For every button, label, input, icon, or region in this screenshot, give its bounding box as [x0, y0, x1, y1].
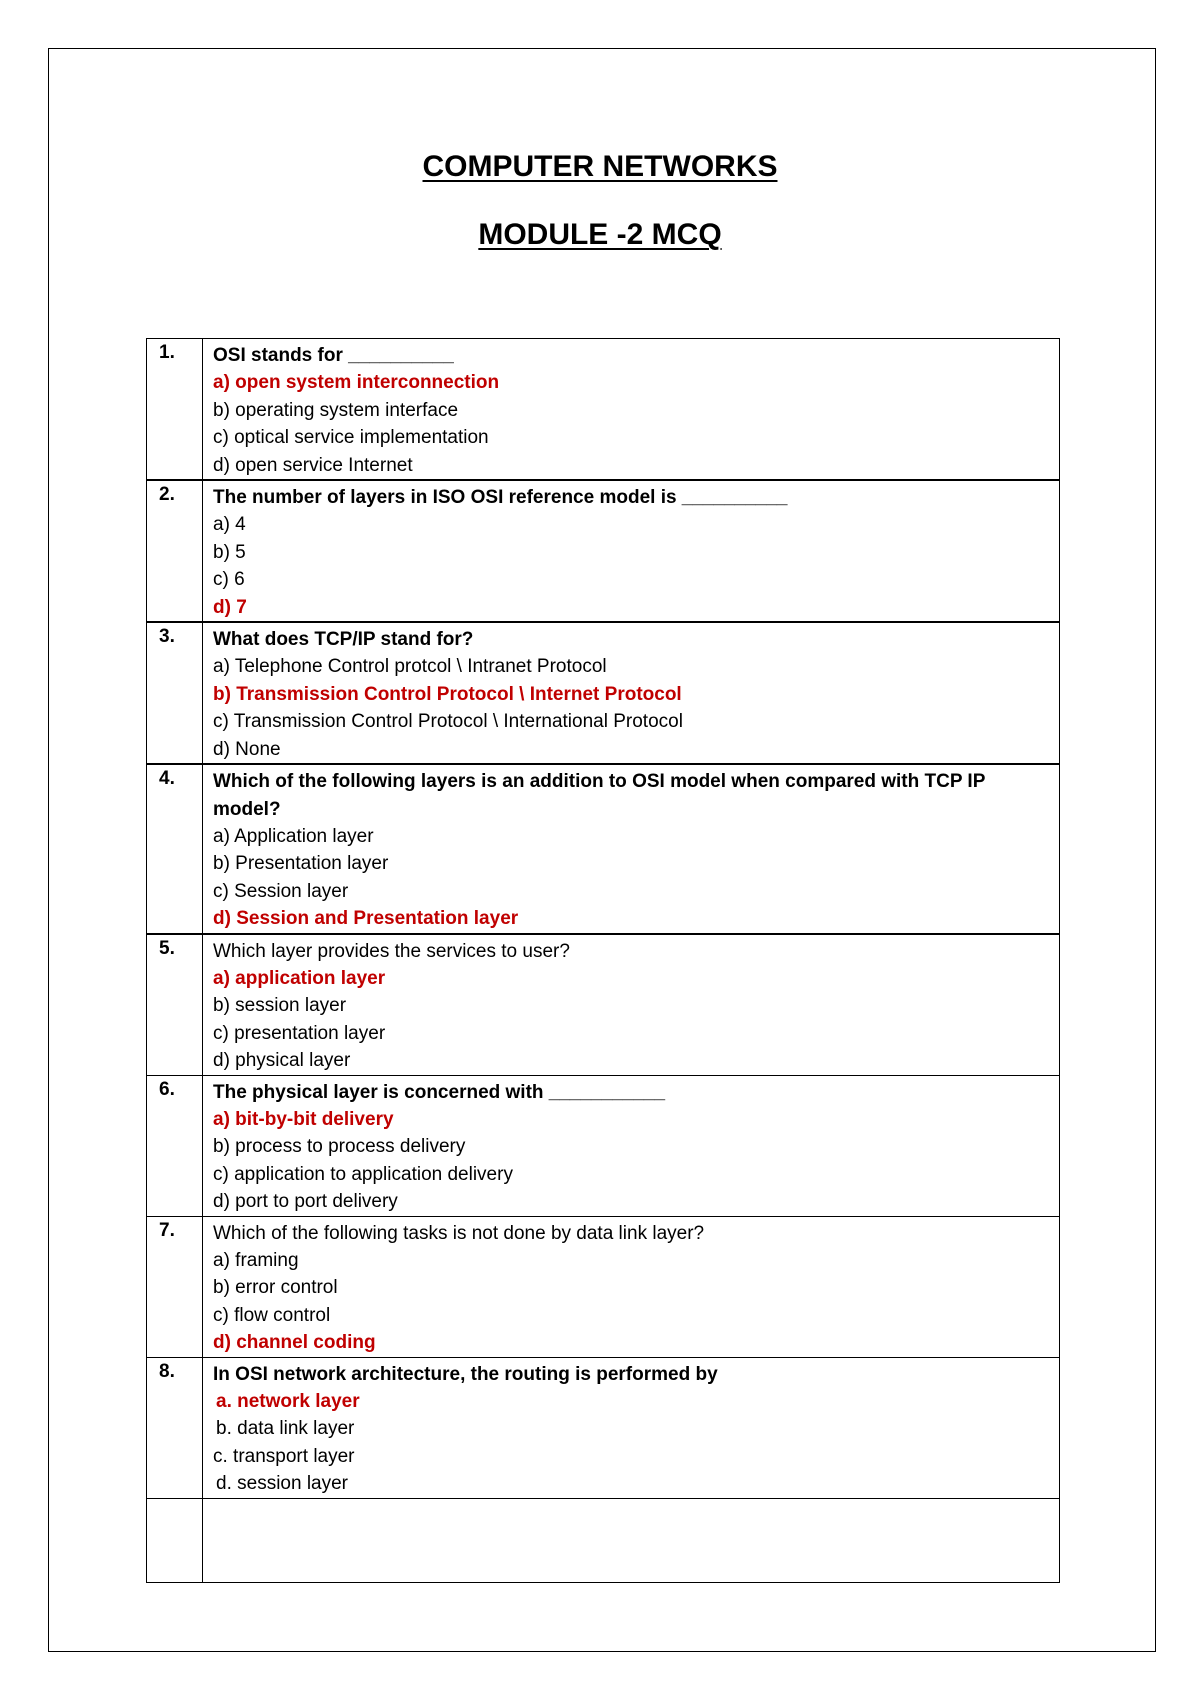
document-subtitle: MODULE -2 MCQ	[478, 218, 722, 251]
answer-option: c) application to application delivery	[213, 1163, 513, 1185]
question-row	[147, 1075, 1060, 1216]
question-cell	[203, 764, 1060, 933]
correct-answer-option: a) open system interconnection	[213, 372, 500, 394]
question-number: 6.	[147, 1075, 203, 1216]
question-cell	[203, 1216, 1060, 1357]
answer-option: c) presentation layer	[213, 1022, 386, 1044]
question-number: 5.	[147, 934, 203, 1076]
mcq-table	[146, 338, 1060, 1583]
answer-option: d) port to port delivery	[213, 1191, 398, 1213]
correct-answer-option: a) bit-by-bit delivery	[213, 1108, 394, 1130]
question-text: Which of the following tasks is not done by data link layer?	[213, 1222, 705, 1244]
answer-option: d) physical layer	[213, 1050, 351, 1072]
question-row	[147, 622, 1060, 764]
answer-option: a) Telephone Control protcol \ Intranet Protocol	[213, 656, 607, 678]
question-number: 2.	[147, 480, 203, 622]
question-text: OSI stands for __________	[213, 345, 454, 366]
question-number: 4.	[147, 764, 203, 933]
answer-option: b) error control	[213, 1277, 338, 1299]
question-cell	[203, 339, 1060, 481]
answer-option: c) optical service implementation	[213, 427, 489, 449]
question-cell	[203, 480, 1060, 622]
question-text: Which of the following layers is an addition to OSI model when compared with TCP IP model?	[213, 771, 986, 820]
question-cell	[203, 1357, 1060, 1498]
answer-option: b) 5	[213, 541, 246, 563]
empty-row	[147, 1498, 1060, 1582]
answer-option: d) open service Internet	[213, 454, 413, 476]
question-row	[147, 339, 1060, 481]
question-cell	[203, 934, 1060, 1076]
answer-option: c) Session layer	[213, 880, 349, 902]
question-text: Which layer provides the services to user?	[213, 940, 570, 962]
answer-option: a) framing	[213, 1250, 299, 1271]
question-text: What does TCP/IP stand for?	[213, 629, 474, 651]
answer-option: b) operating system interface	[213, 399, 459, 421]
correct-answer-option: d) Session and Presentation layer	[213, 908, 519, 930]
correct-answer-option: a. network layer	[216, 1391, 360, 1413]
question-row	[147, 1357, 1060, 1498]
answer-option: c) Transmission Control Protocol \ International Protocol	[213, 711, 683, 733]
answer-option: a) 4	[213, 514, 246, 536]
answer-option: b) session layer	[213, 995, 347, 1017]
question-number: 7.	[147, 1216, 203, 1357]
question-cell	[203, 1075, 1060, 1216]
question-row	[147, 934, 1060, 1076]
answer-option: c. transport layer	[213, 1445, 355, 1467]
answer-option: d. session layer	[216, 1473, 349, 1495]
question-text: In OSI network architecture, the routing is performed by	[213, 1363, 718, 1385]
answer-option: c) flow control	[213, 1304, 331, 1326]
answer-option: a) Application layer	[213, 825, 374, 847]
answer-option: b. data link layer	[216, 1418, 355, 1440]
question-number: 8.	[147, 1357, 203, 1498]
answer-option: b) Presentation layer	[213, 853, 389, 875]
question-row	[147, 480, 1060, 622]
question-text: The number of layers in ISO OSI reference model is __________	[213, 487, 788, 509]
correct-answer-option: d) channel coding	[213, 1332, 376, 1354]
answer-option: c) 6	[213, 569, 245, 591]
correct-answer-option: d) 7	[213, 596, 247, 618]
answer-option: d) None	[213, 738, 281, 760]
correct-answer-option: a) application layer	[213, 967, 386, 989]
empty-number-cell	[147, 1498, 203, 1582]
question-number: 3.	[147, 622, 203, 764]
question-cell	[203, 622, 1060, 764]
empty-question-cell	[203, 1498, 1060, 1582]
document-title: COMPUTER NETWORKS	[422, 150, 778, 183]
question-text: The physical layer is concerned with ___________	[213, 1081, 666, 1103]
question-number: 1.	[147, 339, 203, 481]
mcq-table-body	[147, 339, 1060, 1583]
question-row	[147, 764, 1060, 933]
question-row	[147, 1216, 1060, 1357]
answer-option: b) process to process delivery	[213, 1136, 466, 1158]
correct-answer-option: b) Transmission Control Protocol \ Internet Protocol	[213, 683, 682, 705]
